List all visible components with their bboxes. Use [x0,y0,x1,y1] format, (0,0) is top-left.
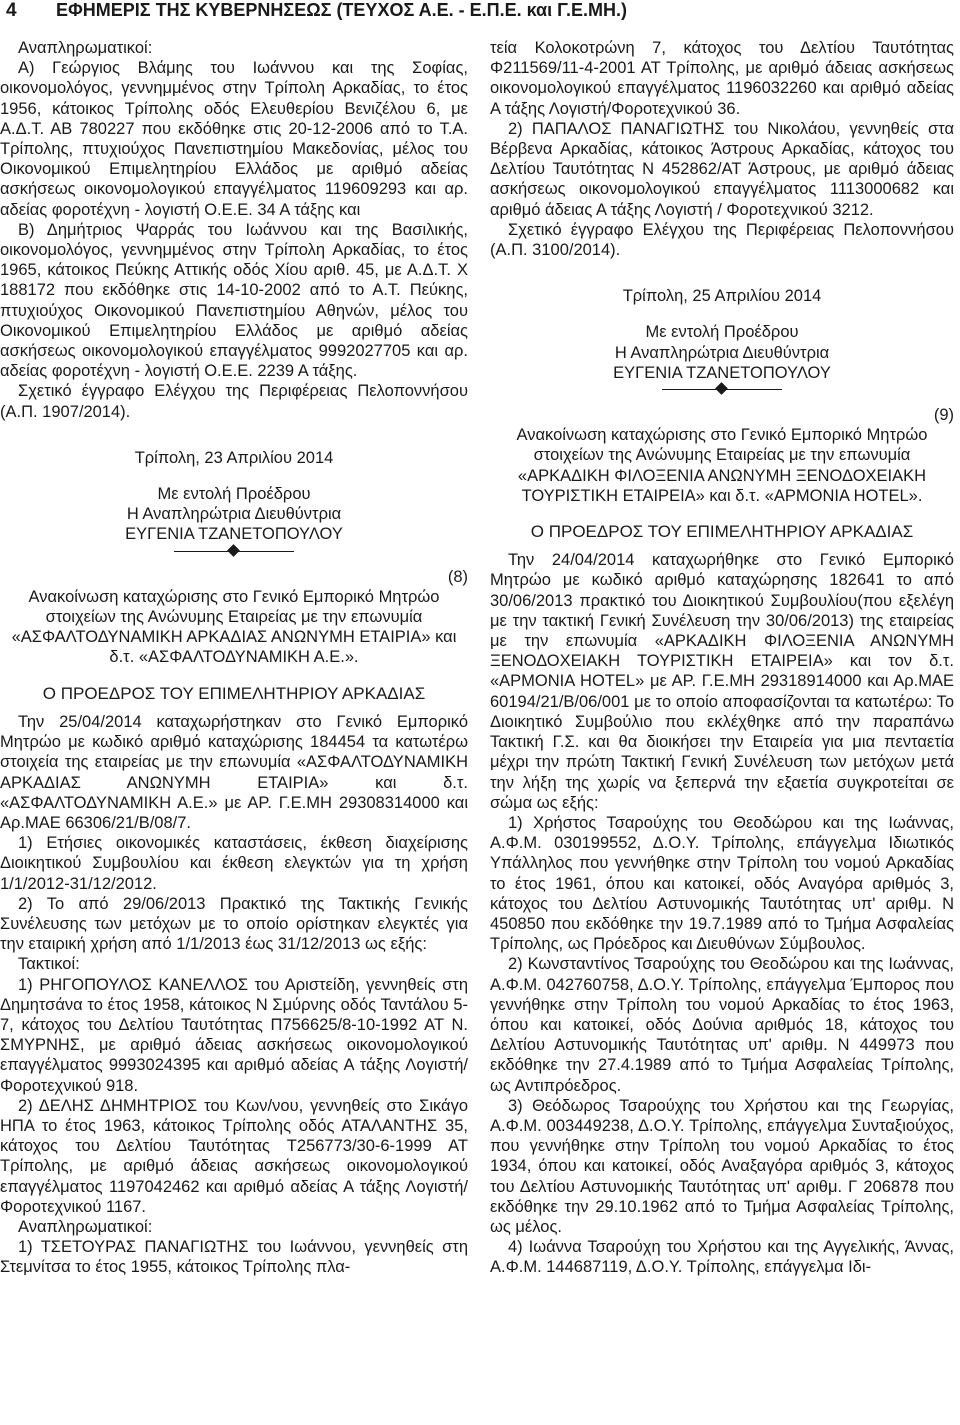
diamond-icon [715,382,728,395]
page-number: 4 [6,0,17,21]
paragraph: 3) Θεόδωρος Τσαρούχης του Χρήστου και της Γεωργίας, Α.Φ.Μ. 003449238, Δ.Ο.Υ. Τρίπολης, επάγγελμα Συνταξιούχος, που γεννήθηκε στην Τρίπολη του νομού Αρκαδίας το έτος 1934, όπου και κατοικεί, οδός Αναξαγόρα αριθμός 3, κάτοχος του Δελτίου Αστυνομικής Ταυτότητας υπ' αριθμ. Γ 206878 που εκδόθηκε την 29.10.1962 από το Τμήμα Ασφαλείας Τρίπολης, ως μέλος. [490,1096,954,1236]
diamond-icon [227,544,240,557]
paragraph: 2) ΠΑΠΑΛΟΣ ΠΑΝΑΓΙΩΤΗΣ του Νικολάου, γεννηθείς στα Βέρβενα Αρκαδίας, κάτοικος Άστρους Αρκαδίας, κάτοχος του Δελτίου Ταυτότητας Ν 452862/ΑΤ Άστρους, με αριθμό άδειας ασκήσεως οικονομολογικού επαγγέλματος 1113000682 και αριθμό άδειας Α τάξης Λογιστή / Φοροτεχνικού 3212. [490,119,954,219]
signature-line: Η Αναπληρώτρια Διευθύντρια [126,505,342,524]
paragraph: Α) Γεώργιος Βλάμης του Ιωάννου και της Σοφίας, οικονομολόγος, γεννημμένος στην Τρίπολη Αρκαδίας, το έτος 1956, κάτοικος Τρίπολης οδός Ελευθερίου Βενιζέλου 6, με Α.Δ.Τ. ΑΒ 780227 που εκδόθηκε στις 20-12-2006 από το Τ.Α. Τρίπολης, πτυχιούχος Πανεπιστημίου Μακεδονίας, μέλος του Οικονομικού Επιμελητηρίου Ελλάδος με αριθμό αδείας ασκήσεως οικονομολογικού επαγγέλματος 119609293 και αρ. αδείας φοροτέχνη - λογιστή Ο.Ε.Ε. 34 Α τάξης και [0,59,468,219]
paragraph: τεία Κολοκοτρώνη 7, κάτοχος του Δελτίου Ταυτότητας Φ211569/11-4-2001 ΑΤ Τρίπολης, με αριθμό άδειας ασκήσεως οικονομολογικού επαγγέλματος 1196032260 και αριθμό αδείας Α τάξης Λογιστή/Φοροτεχνικού 36. [490,39,954,118]
paragraph: Αναπληρωματικοί: [18,1217,153,1236]
paragraph: Αναπληρωματικοί: [18,39,153,57]
notice-title: Ανακοίνωση καταχώρισης στο Γενικό Εμπορικό Μητρώο στοιχείων της Ανώνυμης Εταιρείας με την επωνυμία «ΑΣΦΑΛΤΟΔΥΝΑΜΙΚΗ ΑΡΚΑΔΙΑΣ ΑΝΩΝΥΜΗ ΕΤΑΙΡΙΑ» και δ.τ. «ΑΣΦΑΛΤΟΔΥΝΑΜΙΚΗ Α.Ε.». [11,587,457,667]
notice-title: Ανακοίνωση καταχώρισης στο Γενικό Εμπορικό Μητρώο στοιχείων της Ανώνυμης Εταιρείας με την επωνυμία «ΑΡΚΑΔΙΚΗ ΦΙΛΟΞΕΝΙΑ ΑΝΩΝΥΜΗ ΞΕΝΟΔΟΧΕΙΑΚΗ ΤΟΥΡΙΣΤΙΚΗ ΕΤΑΙΡΕΙΑ» και δ.τ. «ΑΡΜΟΝΙΑ ΗΟΤΕL». [516,426,928,505]
paragraph: Τακτικοί: [18,955,80,974]
paragraph: Σχετικό έγγραφο Ελέγχου της Περιφέρειας Πελοποννήσου (Α.Π. 1907/2014). [0,382,468,421]
signature-line: Με εντολή Προέδρου [157,485,311,504]
notice-number: (8) [447,567,468,586]
gazette-title: ΕΦΗΜΕΡΙΣ ΤΗΣ ΚΥΒΕΡΝΗΣΕΩΣ (ΤΕΥΧΟΣ Α.Ε. - Ε.Π.Ε. και Γ.Ε.ΜΗ.) [56,0,627,20]
signatory-name: ΕΥΓΕΝΙΑ ΤΖΑΝΕΤΟΠΟΥΛΟΥ [613,363,831,382]
paragraph: 1) Ετήσιες οικονομικές καταστάσεις, έκθεση διαχείρισης Διοικητικού Συμβουλίου και έκθεση ελεγκτών για τη χρήση 1/1/2012-31/12/2012. [0,834,468,893]
paragraph: 2) Το από 29/06/2013 Πρακτικό της Τακτικής Γενικής Συνέλευσης των μετόχων με το οποίο ορίστηκαν ελεγκτές για την εταιρική χρήση από 1/1/2013 έως 31/12/2013 ως εξής: [0,894,468,954]
paragraph: Την 24/04/2014 καταχωρήθηκε στο Γενικό Εμπορικό Μητρώο με κωδικό αριθμό καταχώρησης 182641 το από 30/06/2013 πρακτικό του Διοικητικού Συμβουλίου(που εξελέγη με την τακτική Γενική Συνέλευση την 30/06/2013) της εταιρείας με την επωνυμία «ΑΡΚΑΔΙΚΗ ΦΙΛΟΞΕΝΙΑ ΑΝΩΝΥΜΗ ΞΕΝΟΔΟΧΕΙΑΚΗ ΤΟΥΡΙΣΤΙΚΗ ΕΤΑΙΡΕΙΑ» και τον δ.τ. «ΑΡΜΟΝΙΑ ΗΟΤΕL» με ΑΡ. Γ.Ε.ΜΗ 29318914000 και Αρ.ΜΑΕ 60194/21/Β/06/001 με το οποίο αποφασίζονται τα κατωτέρω: Το Διοικητικό Συμβούλιο που εκλέχθηκε από την παραπάνω Τακτική Γ.Σ. και θα διοικήσει την Εταιρεία για μια πενταετία μέχρι την πρώτη Τακτική Γενική Συνέλευση των μετόχων μετά την λήξη της χωρίς να ξεπερνά την εξαετία συγκροτείται σε σώμα ως εξής: [490,551,954,812]
right-column [490,38,954,1278]
paragraph: 2) ΔΕΛΗΣ ΔΗΜΗΤΡΙΟΣ του Κων/νου, γεννηθείς στο Σικάγο ΗΠΑ το έτος 1963, κάτοικος Τρίπολης οδός ΑΤΑΛΑΝΤΗΣ 35, κάτοχος του Δελτίου Ταυτότητας Τ256773/30-6-1999 ΑΤ Τρίπολης, με αριθμό άδειας ασκήσεως οικονομολογικού επαγγέλματος 1197042462 και αριθμό αδείας Α τάξης Λογιστή/Φοροτεχνικού 1167. [0,1096,468,1216]
signature-line: Η Αναπληρώτρια Διευθύντρια [614,343,830,362]
paragraph: Β) Δημήτριος Ψαρράς του Ιωάννου και της Βασιλικής, οικονομολόγος, γεννημμένος στην Τρίπολη Αρκαδίας, το έτος 1965, κάτοικος Πεύκης Αττικής οδός Χίου αριθ. 45, με Α.Δ.Τ. Χ 188172 που εκδόθηκε στις 14-10-2002 από το Α.Τ. Πεύκης, πτυχιούχος Οικονομικού Πανεπιστημίου Αθηνών, μέλος του Οικονομικού Επιμελητηρίου Ελλάδος με αριθμό αδείας ασκήσεως οικονομολογικού επαγγέλματος 9992027705 και αρ. αδείας φοροτέχνη - λογιστή Ο.Ε.Ε. 2239 Α τάξης. [0,220,468,381]
running-header [0,0,960,24]
paragraph: 2) Κωνσταντίνος Τσαρούχης του Θεοδώρου και της Ιωάννας, Α.Φ.Μ. 042760758, Δ.Ο.Υ. Τρίπολης, επάγγελμα Έμπορος που γεννήθηκε στην Τρίπολη του νομού Αρκαδίας το έτος 1963, όπου και κατοικεί, οδός Δούνια αριθμός 18, κάτοχος του Δελτίου Αστυνομικής Ταυτότητας υπ' αριθμ. Ν 449973 που εκδόθηκε την 27.4.1989 από το Τμήμα Ασφαλείας Τρίπολης, ως Αντιπρόεδρος. [490,955,954,1095]
paragraph: Σχετικό έγγραφο Ελέγχου της Περιφέρειας Πελοποννήσου (Α.Π. 3100/2014). [490,220,954,260]
signature-line: Με εντολή Προέδρου [645,323,799,342]
paragraph: 1) ΡΗΓΟΠΟΥΛΟΣ ΚΑΝΕΛΛΟΣ του Αριστείδη, γεννηθείς στη Δημητσάνα το έτος 1958, κάτοικος Ν Σμύρνης οδός Ταντάλου 5-7, κάτοχος του Δελτίου Ταυτότητας Π756625/8-10-1992 ΑΤ Ν. ΣΜΥΡΝΗΣ, με αριθμό άδειας ασκήσεως οικονομολογικού επαγγέλματος 9993024395 και αριθμό αδείας Α τάξης Λογιστή/Φοροτεχνικού 918. [0,975,468,1095]
section-divider [174,545,294,559]
paragraph: Την 25/04/2014 καταχωρήστηκαν στο Γενικό Εμπορικό Μητρώο με κωδικό αριθμό καταχώρισης 184454 τα κατωτέρω στοιχεία της εταιρείας με την επωνυμία «ΑΣΦΑΛΤΟΔΥΝΑΜΙΚΗ ΑΡΚΑΔΙΑΣ ΑΝΩΝΥΜΗ ΕΤΑΙΡΙΑ» και δ.τ. «ΑΣΦΑΛΤΟΔΥΝΑΜΙΚΗ Α.Ε.» με ΑΡ. Γ.Ε.ΜΗ 29308314000 και Αρ.ΜΑΕ 66306/21/Β/08/7. [0,712,468,832]
section-heading: Ο ΠΡΟΕΔΡΟΣ ΤΟΥ ΕΠΙΜΕΛΗΤΗΡΙΟΥ ΑΡΚΑΔΙΑΣ [42,683,426,703]
place-date: Τρίπολη, 25 Απριλίου 2014 [622,287,822,306]
signatory-name: ΕΥΓΕΝΙΑ ΤΖΑΝΕΤΟΠΟΥΛΟΥ [125,525,343,544]
paragraph: 1) Χρήστος Τσαρούχης του Θεοδώρου και της Ιωάννας, Α.Φ.Μ. 030199552, Δ.Ο.Υ. Τρίπολης, επάγγελμα Ιδιωτικός Υπάλληλος που γεννήθηκε στην Τρίπολη του νομού Αρκαδίας το έτος 1961, όπου και κατοικεί, οδός Αναγόρα αριθμός 3, κάτοχος του Δελτίου Αστυνομικής Ταυτότητας υπ' αριθμ. Ν 450850 που εκδόθηκε την 19.7.1989 από το Τμήμα Ασφαλείας Τρίπολης, ως Πρόεδρος και Διευθύνων Σύμβουλος. [490,813,954,954]
section-divider [662,383,782,397]
section-heading: Ο ΠΡΟΕΔΡΟΣ ΤΟΥ ΕΠΙΜΕΛΗΤΗΡΙΟΥ ΑΡΚΑΔΙΑΣ [530,522,914,542]
paragraph: 4) Ιωάννα Τσαρούχη του Χρήστου και της Αγγελικής, Άννας, Α.Φ.Μ. 144687119, Δ.Ο.Υ. Τρίπολης, επάγγελμα Ιδι- [490,1238,954,1277]
paragraph: 1) ΤΣΕΤΟΥΡΑΣ ΠΑΝΑΓΙΩΤΗΣ του Ιωάννου, γεννηθείς στη Στεμνίτσα το έτος 1955, κάτοικος Τρίπολης πλα- [0,1238,468,1277]
place-date: Τρίπολη, 23 Απριλίου 2014 [134,448,334,467]
left-column [0,38,468,1278]
notice-number: (9) [933,406,954,425]
